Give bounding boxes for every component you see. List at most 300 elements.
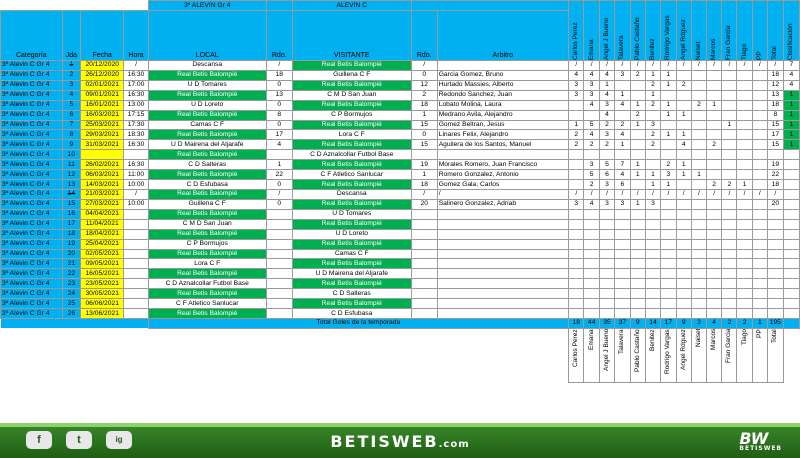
table-row[interactable] bbox=[1, 229, 800, 239]
home-score-cell bbox=[266, 279, 292, 289]
goals-cell bbox=[691, 219, 706, 229]
goals-cell bbox=[661, 219, 676, 229]
total-cell bbox=[767, 299, 783, 309]
date-cell: 27/03/2021 bbox=[81, 199, 124, 209]
player-footer-2 bbox=[599, 328, 614, 382]
table-row[interactable] bbox=[1, 170, 800, 180]
goals-cell bbox=[630, 150, 645, 160]
twitter-icon[interactable]: t bbox=[66, 431, 92, 449]
goals-cell bbox=[676, 299, 691, 309]
goals-cell bbox=[707, 70, 722, 80]
table-row[interactable] bbox=[1, 130, 800, 140]
goals-cell bbox=[707, 229, 722, 239]
time-cell: 17:00 bbox=[124, 80, 148, 90]
player-header-1[interactable] bbox=[584, 1, 599, 61]
table-row[interactable] bbox=[1, 259, 800, 269]
referee-cell bbox=[437, 309, 568, 319]
date-cell: 31/03/2021 bbox=[81, 140, 124, 150]
goals-cell: 1 bbox=[661, 130, 676, 140]
goals-cell bbox=[722, 70, 737, 80]
referee-cell bbox=[437, 259, 568, 269]
player-name: Talavera bbox=[618, 328, 626, 354]
goals-cell: 2 bbox=[615, 120, 630, 130]
matchday-cell: 6 bbox=[62, 110, 80, 120]
blank-cell bbox=[411, 1, 568, 11]
goals-cell bbox=[630, 249, 645, 259]
goals-cell bbox=[707, 120, 722, 130]
matchday-cell: 10 bbox=[62, 150, 80, 160]
goals-cell: 2 bbox=[630, 110, 645, 120]
goals-cell bbox=[645, 239, 660, 249]
time-cell bbox=[124, 229, 148, 239]
goals-cell bbox=[691, 90, 706, 100]
goals-cell bbox=[691, 160, 706, 170]
matchday-cell: 11 bbox=[62, 160, 80, 170]
category-cell: 3ª Alevin C Gr 4 bbox=[1, 170, 63, 180]
referee-cell bbox=[437, 61, 568, 71]
player-header-7[interactable] bbox=[676, 1, 691, 61]
away-score-cell bbox=[411, 259, 437, 269]
player-header-0[interactable] bbox=[569, 1, 584, 61]
goals-cell: 2 bbox=[691, 100, 706, 110]
group-title: 3ª ALEVIN Gr 4 bbox=[148, 1, 266, 11]
goals-cell bbox=[691, 309, 706, 319]
home-team-cell: Real Betis Balompié bbox=[148, 209, 266, 219]
standing-cell: 1 bbox=[783, 120, 799, 130]
goals-cell bbox=[691, 199, 706, 209]
category-cell: 3ª Alevin C Gr 4 bbox=[1, 269, 63, 279]
table-row[interactable] bbox=[1, 100, 800, 110]
away-team-cell: Lora C F bbox=[292, 130, 411, 140]
referee-cell bbox=[437, 219, 568, 229]
goals-cell bbox=[645, 219, 660, 229]
table-row[interactable] bbox=[1, 120, 800, 130]
goals-cell bbox=[661, 90, 676, 100]
bw-logo-mark: BW bbox=[739, 429, 769, 448]
goals-cell: / bbox=[676, 61, 691, 71]
goals-cell bbox=[737, 90, 752, 100]
goals-cell bbox=[707, 80, 722, 90]
date-cell: 16/03/2021 bbox=[81, 110, 124, 120]
col-header-hora[interactable]: Hora bbox=[124, 11, 148, 61]
date-cell: 25/03/2021 bbox=[81, 120, 124, 130]
goals-cell bbox=[661, 309, 676, 319]
goals-cell bbox=[737, 229, 752, 239]
home-score-cell bbox=[266, 289, 292, 299]
standing-cell bbox=[783, 150, 799, 160]
away-team-cell: C P Bormujos bbox=[292, 110, 411, 120]
home-team-cell: Real Betis Balompié bbox=[148, 189, 266, 199]
player-name: Naiset bbox=[694, 328, 702, 348]
goals-cell: 1 bbox=[707, 100, 722, 110]
goals-cell bbox=[707, 309, 722, 319]
player-header-9[interactable] bbox=[707, 1, 722, 61]
away-score-cell bbox=[411, 289, 437, 299]
col-header-local[interactable]: LOCAL bbox=[148, 11, 266, 61]
goals-cell bbox=[707, 259, 722, 269]
goals-cell bbox=[676, 309, 691, 319]
matchday-cell: 20 bbox=[62, 249, 80, 259]
goals-cell bbox=[722, 249, 737, 259]
player-name: Tiago bbox=[740, 328, 748, 345]
date-cell: 20/12/2020 bbox=[81, 61, 124, 71]
goals-cell bbox=[645, 279, 660, 289]
away-score-cell bbox=[411, 219, 437, 229]
blank-cell bbox=[1, 1, 149, 11]
player-footer-5 bbox=[645, 328, 660, 382]
goals-cell bbox=[569, 269, 584, 279]
table-row[interactable] bbox=[1, 61, 800, 71]
player-header-12[interactable] bbox=[752, 1, 767, 61]
player-header-6[interactable] bbox=[661, 1, 676, 61]
goals-cell: 3 bbox=[599, 130, 614, 140]
table-row[interactable] bbox=[1, 140, 800, 150]
goals-cell bbox=[661, 299, 676, 309]
goals-cell bbox=[599, 219, 614, 229]
goals-cell: / bbox=[569, 61, 584, 71]
goals-cell bbox=[630, 180, 645, 190]
goals-cell: 1 bbox=[676, 170, 691, 180]
table-row[interactable] bbox=[1, 189, 800, 199]
goals-cell: 2 bbox=[569, 140, 584, 150]
goals-cell bbox=[707, 279, 722, 289]
table-row[interactable] bbox=[1, 70, 800, 80]
table-row[interactable] bbox=[1, 249, 800, 259]
table-row[interactable] bbox=[1, 309, 800, 319]
away-score-cell: 0 bbox=[411, 70, 437, 80]
home-team-cell: Real Betis Balompié bbox=[148, 110, 266, 120]
goals-cell bbox=[630, 309, 645, 319]
matchday-cell: 15 bbox=[62, 199, 80, 209]
player-header-4[interactable] bbox=[630, 1, 645, 61]
goals-cell bbox=[707, 170, 722, 180]
table-row[interactable] bbox=[1, 90, 800, 100]
goals-cell: 1 bbox=[661, 80, 676, 90]
goals-cell: 1 bbox=[615, 90, 630, 100]
referee-cell bbox=[437, 279, 568, 289]
category-cell: 3ª Alevin C Gr 4 bbox=[1, 209, 63, 219]
away-score-cell bbox=[411, 209, 437, 219]
goals-cell bbox=[752, 289, 767, 299]
table-row[interactable] bbox=[1, 279, 800, 289]
standing-cell bbox=[783, 180, 799, 190]
goals-cell: 4 bbox=[584, 100, 599, 110]
goals-cell: 1 bbox=[661, 100, 676, 110]
goals-cell bbox=[691, 140, 706, 150]
goals-cell: 1 bbox=[630, 120, 645, 130]
away-score-cell: 19 bbox=[411, 160, 437, 170]
player-header-8[interactable] bbox=[691, 1, 706, 61]
table-row[interactable] bbox=[1, 289, 800, 299]
table-row[interactable] bbox=[1, 110, 800, 120]
col-header-categoria[interactable]: Categoría bbox=[1, 11, 63, 61]
total-goals-cell: 17 bbox=[661, 318, 676, 328]
goals-cell bbox=[737, 140, 752, 150]
goals-cell: 1 bbox=[722, 120, 737, 130]
goals-cell: / bbox=[707, 61, 722, 71]
col-header-arbitro[interactable]: Arbitro bbox=[437, 11, 568, 61]
referee-cell: Romero Gonzalez, Antonio bbox=[437, 170, 568, 180]
goals-cell: 4 bbox=[615, 100, 630, 110]
goals-cell bbox=[676, 259, 691, 269]
goals-cell bbox=[661, 259, 676, 269]
goals-cell bbox=[737, 279, 752, 289]
goals-cell: 2 bbox=[630, 70, 645, 80]
goals-cell bbox=[707, 269, 722, 279]
home-team-cell: Real Betis Balompié bbox=[148, 229, 266, 239]
goals-cell: 3 bbox=[584, 160, 599, 170]
grand-total-cell: 195 bbox=[767, 318, 783, 328]
player-header-11[interactable] bbox=[737, 1, 752, 61]
player-footer-8 bbox=[691, 328, 706, 382]
home-score-cell bbox=[266, 150, 292, 160]
col-header-jda[interactable]: Jda bbox=[62, 11, 80, 61]
date-cell: 25/04/2021 bbox=[81, 239, 124, 249]
goals-cell bbox=[661, 239, 676, 249]
goals-cell bbox=[584, 110, 599, 120]
goals-cell bbox=[737, 199, 752, 209]
goals-cell bbox=[630, 90, 645, 100]
home-team-cell: U D Tomares bbox=[148, 80, 266, 90]
time-cell bbox=[124, 269, 148, 279]
goals-cell bbox=[722, 110, 737, 120]
home-score-cell: 0 bbox=[266, 120, 292, 130]
goals-cell bbox=[676, 90, 691, 100]
goals-cell: 4 bbox=[615, 130, 630, 140]
away-score-cell: 18 bbox=[411, 100, 437, 110]
col-header-rdo2[interactable]: Rdo. bbox=[411, 11, 437, 61]
goals-cell bbox=[691, 229, 706, 239]
goals-cell: 1 bbox=[691, 170, 706, 180]
goals-cell bbox=[599, 269, 614, 279]
goals-cell bbox=[752, 249, 767, 259]
standing-cell: 1 bbox=[783, 110, 799, 120]
goals-cell: 6 bbox=[615, 180, 630, 190]
goals-cell: 2 bbox=[584, 180, 599, 190]
player-header-10[interactable] bbox=[722, 1, 737, 61]
goals-cell bbox=[599, 249, 614, 259]
goals-cell bbox=[752, 219, 767, 229]
away-team-cell: Real Betis Balompié bbox=[292, 180, 411, 190]
time-cell: 16:30 bbox=[124, 160, 148, 170]
home-score-cell: / bbox=[266, 61, 292, 71]
date-cell: 09/01/2021 bbox=[81, 90, 124, 100]
standing-cell: 4 bbox=[783, 70, 799, 80]
date-cell: 06/06/2021 bbox=[81, 299, 124, 309]
referee-cell bbox=[437, 299, 568, 309]
goals-cell: 2 bbox=[645, 140, 660, 150]
category-cell: 3ª Alevin C Gr 4 bbox=[1, 189, 63, 199]
col-header-visitante[interactable]: VISITANTE bbox=[292, 11, 411, 61]
table-row[interactable] bbox=[1, 160, 800, 170]
table-row[interactable] bbox=[1, 209, 800, 219]
category-cell: 3ª Alevin C Gr 4 bbox=[1, 239, 63, 249]
goals-cell bbox=[752, 269, 767, 279]
standing-cell bbox=[783, 269, 799, 279]
goals-cell: / bbox=[752, 189, 767, 199]
away-team-cell: Real Betis Balompié bbox=[292, 239, 411, 249]
table-row[interactable] bbox=[1, 199, 800, 209]
time-cell bbox=[124, 279, 148, 289]
time-cell: 10:00 bbox=[124, 180, 148, 190]
goals-cell bbox=[707, 299, 722, 309]
referee-cell: Garcia Gomez, Bruno bbox=[437, 70, 568, 80]
home-score-cell bbox=[266, 299, 292, 309]
goals-cell: 2 bbox=[599, 120, 614, 130]
brand-domain: .com bbox=[438, 439, 470, 450]
goals-cell: 1 bbox=[676, 160, 691, 170]
goals-cell bbox=[630, 219, 645, 229]
away-score-cell: 1 bbox=[411, 110, 437, 120]
player-name: PP bbox=[755, 51, 763, 60]
goals-cell: 4 bbox=[599, 70, 614, 80]
goals-cell bbox=[691, 279, 706, 289]
goals-cell bbox=[752, 299, 767, 309]
goals-cell bbox=[737, 120, 752, 130]
standing-cell bbox=[783, 299, 799, 309]
goals-cell bbox=[569, 229, 584, 239]
home-team-cell: Real Betis Balompié bbox=[148, 170, 266, 180]
goals-cell bbox=[630, 289, 645, 299]
goals-cell bbox=[584, 289, 599, 299]
goals-cell: 4 bbox=[584, 70, 599, 80]
standing-cell: 1 bbox=[783, 100, 799, 110]
goals-cell bbox=[599, 289, 614, 299]
team-title: ALEVIN C bbox=[292, 1, 411, 11]
time-cell bbox=[124, 219, 148, 229]
matchday-cell: 2 bbox=[62, 70, 80, 80]
referee-cell bbox=[437, 209, 568, 219]
table-row[interactable] bbox=[1, 269, 800, 279]
player-name: Naiset bbox=[694, 41, 702, 60]
goals-cell: 1 bbox=[645, 180, 660, 190]
goals-cell: 3 bbox=[599, 180, 614, 190]
betisweb-footer-banner bbox=[0, 423, 800, 458]
table-row[interactable] bbox=[1, 150, 800, 160]
col-header-fecha[interactable]: Fecha bbox=[81, 11, 124, 61]
total-goals-cell: 18 bbox=[569, 318, 584, 328]
goals-cell bbox=[569, 249, 584, 259]
matchday-cell: 17 bbox=[62, 219, 80, 229]
blank-cell bbox=[266, 1, 292, 11]
instagram-icon[interactable]: ig bbox=[106, 431, 132, 449]
blank-cell bbox=[783, 318, 799, 328]
referee-cell bbox=[437, 229, 568, 239]
matchday-cell: 24 bbox=[62, 289, 80, 299]
brand-wordmark bbox=[300, 432, 500, 451]
col-header-rdo[interactable]: Rdo. bbox=[266, 11, 292, 61]
standing-cell: 4 bbox=[783, 80, 799, 90]
goals-cell bbox=[752, 229, 767, 239]
standing-cell: 1 bbox=[783, 130, 799, 140]
facebook-icon[interactable]: f bbox=[26, 431, 52, 449]
time-cell: / bbox=[124, 189, 148, 199]
date-cell: 04/04/2021 bbox=[81, 209, 124, 219]
referee-cell: Hurtado Massies, Alberto bbox=[437, 80, 568, 90]
standing-cell bbox=[783, 199, 799, 209]
goals-cell bbox=[661, 269, 676, 279]
goals-cell bbox=[615, 229, 630, 239]
goals-cell bbox=[599, 150, 614, 160]
total-goals-cell: 2 bbox=[722, 318, 737, 328]
goals-cell: 1 bbox=[630, 199, 645, 209]
bw-logo bbox=[739, 429, 782, 452]
category-cell: 3ª Alevin C Gr 4 bbox=[1, 160, 63, 170]
goals-cell bbox=[722, 150, 737, 160]
table-row[interactable] bbox=[1, 239, 800, 249]
goals-cell bbox=[737, 259, 752, 269]
player-footer-4 bbox=[630, 328, 645, 382]
home-score-cell: 22 bbox=[266, 170, 292, 180]
total-cell bbox=[767, 239, 783, 249]
goals-cell bbox=[661, 279, 676, 289]
table-row[interactable] bbox=[1, 80, 800, 90]
goals-cell bbox=[569, 209, 584, 219]
goals-cell: 3 bbox=[599, 199, 614, 209]
goals-cell bbox=[615, 269, 630, 279]
goals-cell bbox=[737, 70, 752, 80]
away-score-cell: / bbox=[411, 189, 437, 199]
home-team-cell: Camas C F bbox=[148, 120, 266, 130]
table-row[interactable] bbox=[1, 219, 800, 229]
player-header-2[interactable] bbox=[599, 1, 614, 61]
goals-cell: / bbox=[615, 61, 630, 71]
goals-cell: 1 bbox=[645, 90, 660, 100]
standing-cell bbox=[783, 259, 799, 269]
table-row[interactable] bbox=[1, 299, 800, 309]
goals-cell: / bbox=[737, 61, 752, 71]
goals-cell bbox=[676, 209, 691, 219]
matchday-cell: 3 bbox=[62, 80, 80, 90]
referee-cell: Gomez Gala, Carlos bbox=[437, 180, 568, 190]
time-cell: 13:00 bbox=[124, 100, 148, 110]
goals-cell bbox=[584, 259, 599, 269]
player-header-3[interactable] bbox=[615, 1, 630, 61]
goals-cell bbox=[722, 299, 737, 309]
date-cell: 18/04/2021 bbox=[81, 229, 124, 239]
matchday-cell: 8 bbox=[62, 130, 80, 140]
away-team-cell: Real Betis Balompié bbox=[292, 279, 411, 289]
player-name: Carlos Perez bbox=[572, 328, 580, 367]
away-team-cell: Descansa bbox=[292, 189, 411, 199]
home-score-cell: 18 bbox=[266, 70, 292, 80]
goals-cell bbox=[707, 209, 722, 219]
goals-cell bbox=[676, 199, 691, 209]
goals-cell bbox=[691, 130, 706, 140]
goals-cell bbox=[722, 269, 737, 279]
total-goals-cell: 2 bbox=[737, 318, 752, 328]
time-cell bbox=[124, 289, 148, 299]
goals-cell bbox=[630, 269, 645, 279]
category-cell: 3ª Alevin C Gr 4 bbox=[1, 80, 63, 90]
home-score-cell: 17 bbox=[266, 130, 292, 140]
goals-cell bbox=[630, 299, 645, 309]
goals-cell bbox=[676, 229, 691, 239]
goals-cell bbox=[752, 180, 767, 190]
goals-cell: 3 bbox=[584, 90, 599, 100]
home-team-cell: Real Betis Balompié bbox=[148, 150, 266, 160]
away-score-cell bbox=[411, 239, 437, 249]
player-header-5[interactable] bbox=[645, 1, 660, 61]
goals-cell bbox=[615, 249, 630, 259]
total-header bbox=[767, 1, 783, 61]
table-row[interactable] bbox=[1, 180, 800, 190]
goals-cell bbox=[661, 199, 676, 209]
goals-cell bbox=[584, 239, 599, 249]
total-footer bbox=[767, 328, 783, 382]
goals-cell bbox=[737, 219, 752, 229]
time-cell: 16:30 bbox=[124, 90, 148, 100]
